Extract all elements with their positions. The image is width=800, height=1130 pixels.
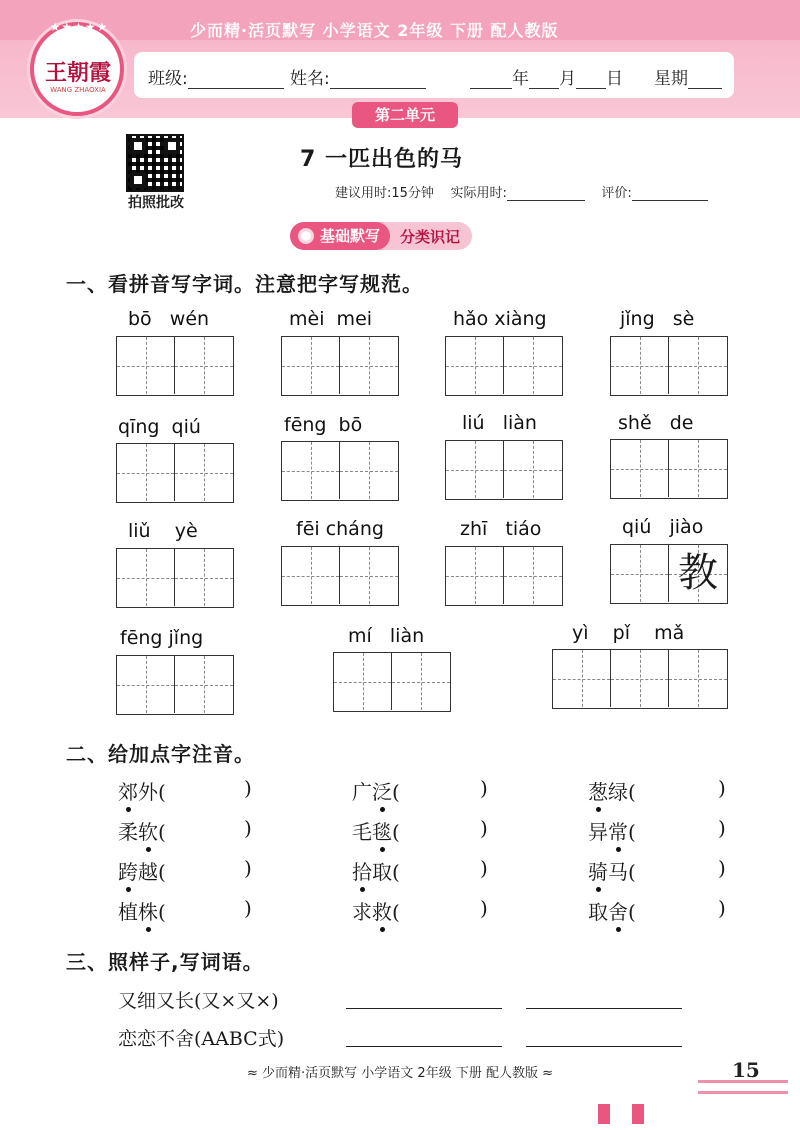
phonetic-item	[588, 776, 636, 805]
close-paren[interactable]: )	[480, 776, 488, 800]
phonetic-item	[118, 816, 166, 845]
phonetic-item	[588, 816, 636, 845]
rating-input[interactable]	[632, 183, 708, 201]
writing-grid[interactable]	[116, 548, 234, 608]
phonetic-item	[588, 896, 636, 925]
close-paren[interactable]: )	[244, 856, 252, 880]
qr-label: 拍照批改	[128, 195, 184, 211]
word-char: 越	[138, 860, 158, 884]
footer-text: ≈ 少而精·活页默写 小学语文 2年级 下册 配人教版 ≈	[247, 1066, 553, 1081]
pinyin-label: fēng jǐng	[120, 627, 204, 649]
pinyin-label: fēi cháng	[296, 518, 384, 540]
open-paren[interactable]: (	[158, 780, 166, 804]
pinyin-label: liú liàn	[462, 412, 537, 434]
logo-text: 王朝霞	[44, 60, 111, 86]
word-char: 植	[118, 900, 138, 924]
writing-grid[interactable]	[281, 441, 399, 501]
open-paren[interactable]: (	[392, 860, 400, 884]
writing-grid[interactable]	[116, 655, 234, 715]
phonetic-item	[352, 776, 400, 805]
day-label: 日	[606, 69, 623, 89]
open-paren[interactable]: (	[392, 820, 400, 844]
answer-line[interactable]	[526, 1046, 682, 1047]
word-char: 软	[138, 820, 158, 844]
logo-subtext: WANG ZHAOXIA	[50, 86, 106, 94]
pinyin-label: mèi mei	[289, 308, 373, 330]
pinyin-label: shě de	[618, 412, 694, 434]
date-field[interactable]	[470, 64, 623, 89]
word-char: 救	[372, 900, 392, 924]
time-info	[335, 182, 708, 201]
medal-icon	[298, 228, 314, 244]
open-paren[interactable]: (	[628, 860, 636, 884]
qr-code-icon[interactable]	[126, 134, 184, 192]
pinyin-label: mí liàn	[348, 625, 425, 647]
word-char: 常	[608, 820, 628, 844]
close-paren[interactable]: )	[244, 896, 252, 920]
open-paren[interactable]: (	[158, 820, 166, 844]
month-label: 月	[559, 69, 576, 89]
word-char: 毛	[352, 820, 372, 844]
page-number: 15	[732, 1058, 760, 1082]
word-char: 马	[608, 860, 628, 884]
pinyin-label: hǎo xiàng	[453, 308, 547, 330]
close-paren[interactable]: )	[718, 776, 726, 800]
word-char: 绿	[608, 780, 628, 804]
answer-line[interactable]	[346, 1046, 502, 1047]
pinyin-label: bō wén	[128, 308, 210, 330]
open-paren[interactable]: (	[158, 900, 166, 924]
answer-line[interactable]	[526, 1008, 682, 1009]
word-char: 拾	[352, 860, 372, 884]
word-char: 郊	[118, 780, 138, 804]
section2-heading: 二、给加点字注音。	[66, 742, 255, 766]
suggested-time: 建议用时:15分钟	[335, 186, 434, 201]
lesson-title: 7 一匹出色的马	[300, 147, 463, 172]
word-char: 舍	[608, 900, 628, 924]
unit-tab: 第二单元	[352, 102, 458, 128]
pinyin-label: zhī tiáo	[460, 518, 542, 540]
name-label: 姓名:	[290, 69, 330, 89]
open-paren[interactable]: (	[628, 900, 636, 924]
name-field[interactable]	[290, 64, 426, 89]
year-label: 年	[512, 69, 529, 89]
pinyin-label: qiú jiào	[622, 516, 704, 538]
word-char: 求	[352, 900, 372, 924]
writing-grid[interactable]	[552, 649, 728, 709]
close-paren[interactable]: )	[244, 816, 252, 840]
phonetic-item	[118, 856, 166, 885]
word-char: 异	[588, 820, 608, 844]
close-paren[interactable]: )	[244, 776, 252, 800]
close-paren[interactable]: )	[480, 896, 488, 920]
example-aabb: 又细又长(又×又×)	[118, 990, 279, 1012]
close-paren[interactable]: )	[718, 856, 726, 880]
close-paren[interactable]: )	[718, 896, 726, 920]
phonetic-item	[118, 896, 166, 925]
writing-grid[interactable]	[281, 336, 399, 396]
writing-grid[interactable]	[445, 546, 563, 606]
close-paren[interactable]: )	[480, 816, 488, 840]
edge-tab	[598, 1104, 610, 1124]
word-char: 毯	[372, 820, 392, 844]
open-paren[interactable]: (	[628, 820, 636, 844]
pinyin-label: qīng qiú	[118, 416, 201, 438]
word-char: 广	[352, 780, 372, 804]
phonetic-item	[352, 856, 400, 885]
writing-grid[interactable]	[333, 652, 451, 712]
close-paren[interactable]: )	[718, 816, 726, 840]
writing-grid[interactable]	[281, 546, 399, 606]
class-field[interactable]	[148, 64, 284, 89]
word-char: 取	[372, 860, 392, 884]
writing-grid[interactable]	[610, 336, 728, 396]
word-char: 泛	[372, 780, 392, 804]
answer-line[interactable]	[346, 1008, 502, 1009]
phonetic-item	[352, 816, 400, 845]
close-paren[interactable]: )	[480, 856, 488, 880]
phonetic-item	[118, 776, 166, 805]
pill-category: 分类识记	[400, 227, 461, 246]
word-char: 跨	[118, 860, 138, 884]
actual-time-input[interactable]	[507, 183, 585, 201]
section-pill	[290, 222, 472, 250]
example-char: 教	[678, 550, 718, 596]
weekday-field[interactable]	[654, 64, 722, 89]
open-paren[interactable]: (	[392, 900, 400, 924]
rating-label: 评价:	[601, 186, 632, 201]
pinyin-label: liǔ yè	[128, 520, 198, 542]
section1-heading: 一、看拼音写字词。注意把字写规范。	[66, 272, 423, 296]
edge-tab	[632, 1104, 644, 1124]
open-paren[interactable]: (	[392, 780, 400, 804]
writing-grid[interactable]	[610, 439, 728, 499]
word-char: 株	[138, 900, 158, 924]
open-paren[interactable]: (	[158, 860, 166, 884]
pill-basic: 基础默写	[290, 222, 390, 250]
series-title: 少而精·活页默写 小学语文 2年级 下册 配人教版	[190, 21, 559, 40]
section3-heading: 三、照样子,写词语。	[66, 950, 264, 974]
open-paren[interactable]: (	[628, 780, 636, 804]
weekday-label: 星期	[654, 69, 688, 89]
pinyin-label: yì pǐ mǎ	[572, 622, 685, 644]
word-char: 取	[588, 900, 608, 924]
word-char: 葱	[588, 780, 608, 804]
pinyin-label: fēng bō	[284, 414, 363, 436]
writing-grid[interactable]	[445, 336, 563, 396]
writing-grid[interactable]	[116, 443, 234, 503]
class-label: 班级:	[148, 69, 188, 89]
actual-time-label: 实际用时:	[450, 186, 507, 201]
phonetic-item	[588, 856, 636, 885]
writing-grid[interactable]	[610, 544, 728, 604]
phonetic-item	[352, 896, 400, 925]
page-number-decoration	[698, 1080, 788, 1094]
student-info-box	[134, 52, 734, 98]
word-char: 外	[138, 780, 158, 804]
word-char: 骑	[588, 860, 608, 884]
pinyin-label: jǐng sè	[620, 308, 695, 330]
example-aabc: 恋恋不舍(AABC式)	[118, 1028, 285, 1050]
logo-stars: ★★★★★	[49, 20, 109, 34]
writing-grid[interactable]	[445, 440, 563, 500]
writing-grid[interactable]	[116, 336, 234, 396]
word-char: 柔	[118, 820, 138, 844]
